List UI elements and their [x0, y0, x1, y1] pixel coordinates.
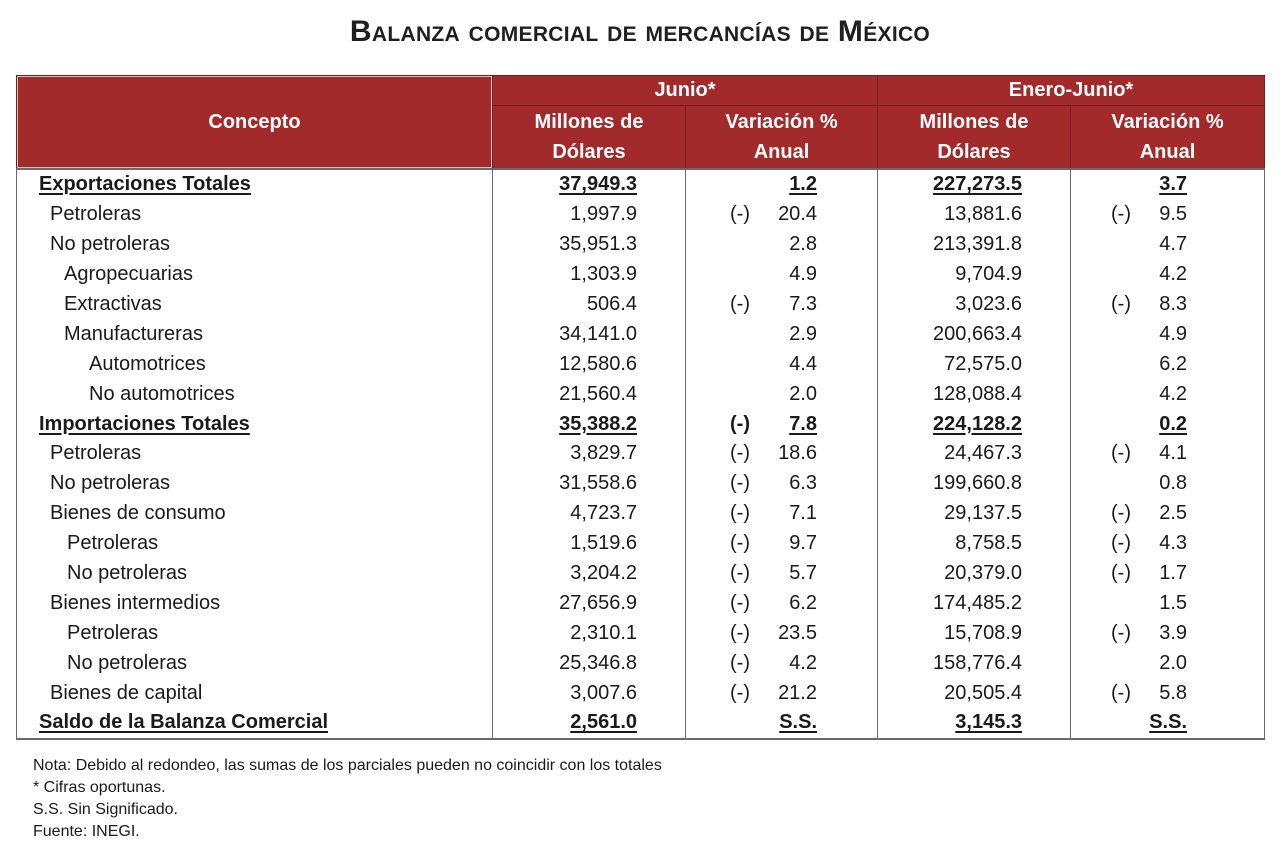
row-concepto	[17, 290, 493, 320]
row-enero-junio-var: S.S.	[1149, 711, 1188, 734]
row-enero-junio-millones	[878, 559, 1071, 589]
row-junio-value: 3,007.6	[570, 681, 637, 704]
table-header	[17, 76, 1265, 170]
row-enero-junio-value: 3,145.3	[955, 711, 1022, 734]
table-body	[17, 169, 1265, 739]
row-junio-value: 3,204.2	[570, 562, 637, 585]
row-junio-var: 4.2	[789, 651, 817, 674]
row-enero-junio-var: 0.2	[1159, 412, 1188, 435]
table-row	[17, 588, 1265, 618]
table-row	[17, 469, 1265, 499]
row-enero-junio-variacion	[1071, 469, 1265, 499]
table-row	[17, 379, 1265, 409]
row-enero-junio-variacion	[1071, 618, 1265, 648]
negative-sign: (-)	[730, 562, 750, 585]
row-enero-junio-value: 128,088.4	[933, 382, 1022, 405]
row-enero-junio-var: 1.5	[1159, 591, 1188, 614]
row-concepto	[17, 499, 493, 529]
row-junio-var: 7.8	[789, 412, 817, 435]
table-row	[17, 230, 1265, 260]
row-junio-value: 1,303.9	[570, 263, 637, 286]
row-enero-junio-millones	[878, 230, 1071, 260]
row-junio-value: 3,829.7	[570, 442, 637, 465]
row-enero-junio-millones	[878, 200, 1071, 230]
footnote-cifras: * Cifras oportunas.	[33, 779, 166, 796]
negative-sign: (-)	[730, 293, 750, 315]
row-enero-junio-var: 8.3	[1159, 293, 1188, 315]
table-row	[17, 708, 1265, 739]
row-junio-variacion	[686, 319, 878, 349]
row-enero-junio-millones	[878, 588, 1071, 618]
negative-sign: (-)	[730, 621, 750, 644]
row-junio-millones	[493, 409, 686, 439]
row-junio-millones	[493, 678, 686, 708]
row-junio-variacion	[686, 648, 878, 678]
table-row	[17, 648, 1265, 678]
negative-sign: (-)	[730, 502, 750, 525]
row-junio-millones	[493, 319, 686, 349]
header-variacion-line2: Anual	[753, 141, 810, 163]
row-enero-junio-var: 9.5	[1159, 203, 1188, 226]
row-junio-var: 6.2	[789, 591, 817, 614]
table-row	[17, 290, 1265, 320]
row-junio-millones	[493, 648, 686, 678]
row-enero-junio-millones	[878, 529, 1071, 559]
row-enero-junio-variacion	[1071, 708, 1265, 739]
row-junio-var: 5.7	[789, 562, 817, 585]
row-enero-junio-value: 199,660.8	[933, 472, 1022, 495]
row-enero-junio-value: 227,273.5	[933, 173, 1022, 196]
row-concepto	[17, 469, 493, 499]
header-group-enero-junio: Enero-Junio*	[878, 76, 1265, 106]
row-label: Petroleras	[50, 442, 142, 465]
row-concepto	[17, 230, 493, 260]
row-enero-junio-variacion	[1071, 290, 1265, 320]
header-variacion-line1: Variación %	[1111, 111, 1224, 133]
row-junio-variacion	[686, 169, 878, 200]
row-concepto	[17, 260, 493, 290]
row-junio-value: 31,558.6	[559, 472, 637, 495]
row-junio-variacion	[686, 499, 878, 529]
negative-sign: (-)	[730, 442, 750, 465]
row-label: Extractivas	[64, 293, 162, 315]
row-enero-junio-variacion	[1071, 379, 1265, 409]
row-junio-value: 35,388.2	[559, 412, 637, 435]
row-enero-junio-var: 3.9	[1159, 621, 1188, 644]
footnote-fuente: Fuente: INEGI.	[33, 823, 140, 840]
row-enero-junio-value: 15,708.9	[944, 621, 1022, 644]
row-enero-junio-var: 4.2	[1159, 382, 1188, 405]
row-label: Petroleras	[50, 203, 142, 226]
row-junio-value: 12,580.6	[559, 352, 637, 375]
row-enero-junio-var: 5.8	[1159, 681, 1188, 704]
row-enero-junio-var: 4.9	[1159, 322, 1188, 345]
row-concepto	[17, 588, 493, 618]
row-junio-millones	[493, 379, 686, 409]
negative-sign: (-)	[730, 681, 750, 704]
row-junio-value: 506.4	[586, 293, 637, 315]
header-junio-variacion	[686, 106, 878, 170]
row-enero-junio-value: 20,505.4	[944, 681, 1022, 704]
row-enero-junio-variacion	[1071, 559, 1265, 589]
row-enero-junio-millones	[878, 409, 1071, 439]
row-enero-junio-var: 0.8	[1159, 472, 1188, 495]
row-enero-junio-var: 4.3	[1159, 532, 1188, 555]
row-label: Bienes de consumo	[50, 502, 226, 525]
row-enero-junio-variacion	[1071, 319, 1265, 349]
row-label: Importaciones Totales	[39, 412, 250, 435]
row-junio-value: 2,310.1	[570, 621, 637, 644]
row-enero-junio-variacion	[1071, 499, 1265, 529]
table-row	[17, 260, 1265, 290]
row-enero-junio-value: 3,023.6	[955, 293, 1022, 315]
header-concepto: Concepto	[17, 76, 493, 170]
row-enero-junio-millones	[878, 349, 1071, 379]
row-junio-millones	[493, 708, 686, 739]
row-enero-junio-millones	[878, 379, 1071, 409]
row-enero-junio-variacion	[1071, 260, 1265, 290]
row-junio-var: 2.9	[789, 322, 817, 345]
row-junio-millones	[493, 290, 686, 320]
row-enero-junio-value: 20,379.0	[944, 562, 1022, 585]
row-concepto	[17, 708, 493, 739]
row-enero-junio-millones	[878, 499, 1071, 529]
row-enero-junio-value: 13,881.6	[944, 203, 1022, 226]
row-junio-var: 7.1	[789, 502, 817, 525]
row-junio-variacion	[686, 618, 878, 648]
row-label: Manufactureras	[64, 322, 203, 345]
row-enero-junio-var: 3.7	[1159, 173, 1188, 196]
row-concepto	[17, 349, 493, 379]
row-junio-value: 21,560.4	[559, 382, 637, 405]
table-row	[17, 349, 1265, 379]
row-junio-var: 4.4	[789, 352, 817, 375]
negative-sign: (-)	[730, 412, 750, 435]
footnotes	[33, 755, 662, 843]
row-junio-value: 1,519.6	[570, 532, 637, 555]
negative-sign: (-)	[730, 532, 750, 555]
row-enero-junio-millones	[878, 708, 1071, 739]
row-label: Agropecuarias	[64, 263, 193, 286]
table-row	[17, 409, 1265, 439]
header-enero-junio-millones	[878, 106, 1071, 170]
row-junio-var: 21.2	[778, 681, 817, 704]
row-concepto	[17, 169, 493, 200]
row-label: No petroleras	[50, 472, 171, 495]
table-row	[17, 499, 1265, 529]
row-enero-junio-millones	[878, 260, 1071, 290]
row-enero-junio-variacion	[1071, 169, 1265, 200]
row-enero-junio-value: 200,663.4	[933, 322, 1022, 345]
header-millones-line2: Dólares	[937, 141, 1011, 163]
row-junio-millones	[493, 559, 686, 589]
row-junio-variacion	[686, 260, 878, 290]
header-variacion-line1: Variación %	[725, 111, 838, 133]
table-row	[17, 439, 1265, 469]
row-concepto	[17, 319, 493, 349]
row-junio-millones	[493, 349, 686, 379]
negative-sign: (-)	[1111, 442, 1131, 465]
row-junio-value: 25,346.8	[559, 651, 637, 674]
row-enero-junio-millones	[878, 169, 1071, 200]
row-junio-value: 34,141.0	[559, 322, 637, 345]
row-concepto	[17, 678, 493, 708]
row-enero-junio-variacion	[1071, 200, 1265, 230]
row-concepto	[17, 379, 493, 409]
negative-sign: (-)	[1111, 293, 1131, 315]
header-junio-millones	[493, 106, 686, 170]
table-row	[17, 169, 1265, 200]
row-junio-millones	[493, 618, 686, 648]
row-junio-value: 2,561.0	[570, 711, 637, 734]
header-millones-line2: Dólares	[552, 141, 626, 163]
row-junio-value: 4,723.7	[570, 502, 637, 525]
row-junio-variacion	[686, 469, 878, 499]
row-enero-junio-variacion	[1071, 588, 1265, 618]
footnote-ss: S.S. Sin Significado.	[33, 801, 178, 818]
row-junio-millones	[493, 469, 686, 499]
row-enero-junio-millones	[878, 290, 1071, 320]
row-enero-junio-millones	[878, 439, 1071, 469]
row-junio-var: 4.9	[789, 263, 817, 286]
negative-sign: (-)	[1111, 621, 1131, 644]
row-enero-junio-var: 2.0	[1159, 651, 1188, 674]
row-junio-var: 1.2	[789, 173, 817, 196]
row-enero-junio-value: 213,391.8	[933, 233, 1022, 256]
row-label: No petroleras	[67, 562, 188, 585]
row-junio-millones	[493, 169, 686, 200]
row-enero-junio-millones	[878, 648, 1071, 678]
row-enero-junio-value: 9,704.9	[955, 263, 1022, 286]
row-junio-value: 35,951.3	[559, 233, 637, 256]
row-enero-junio-value: 8,758.5	[955, 532, 1022, 555]
row-concepto	[17, 648, 493, 678]
table-row	[17, 678, 1265, 708]
row-junio-variacion	[686, 349, 878, 379]
row-junio-var: 6.3	[789, 472, 817, 495]
row-enero-junio-value: 224,128.2	[933, 412, 1022, 435]
row-label: Bienes de capital	[50, 681, 203, 704]
row-junio-value: 27,656.9	[559, 591, 637, 614]
row-concepto	[17, 200, 493, 230]
row-concepto	[17, 439, 493, 469]
header-millones-line1: Millones de	[534, 111, 644, 133]
row-junio-variacion	[686, 529, 878, 559]
row-junio-variacion	[686, 290, 878, 320]
footnote-nota: Nota: Debido al redondeo, las sumas de los parciales pueden no coincidir con los totales	[33, 757, 662, 774]
row-junio-variacion	[686, 409, 878, 439]
row-label: Bienes intermedios	[50, 591, 221, 614]
row-enero-junio-variacion	[1071, 230, 1265, 260]
header-variacion-line2: Anual	[1139, 141, 1196, 163]
row-junio-variacion	[686, 379, 878, 409]
row-junio-variacion	[686, 230, 878, 260]
row-enero-junio-value: 158,776.4	[933, 651, 1022, 674]
row-junio-var: 18.6	[778, 442, 817, 465]
row-junio-variacion	[686, 588, 878, 618]
negative-sign: (-)	[730, 591, 750, 614]
row-concepto	[17, 529, 493, 559]
row-label: Petroleras	[67, 621, 159, 644]
negative-sign: (-)	[730, 203, 750, 226]
table-row	[17, 529, 1265, 559]
row-enero-junio-variacion	[1071, 349, 1265, 379]
row-junio-millones	[493, 529, 686, 559]
row-enero-junio-variacion	[1071, 648, 1265, 678]
row-junio-var: 2.8	[789, 233, 817, 256]
row-label: Exportaciones Totales	[39, 173, 251, 196]
row-concepto	[17, 559, 493, 589]
table-row	[17, 559, 1265, 589]
row-junio-variacion	[686, 708, 878, 739]
negative-sign: (-)	[1111, 562, 1131, 585]
row-junio-millones	[493, 499, 686, 529]
row-label: No petroleras	[67, 651, 188, 674]
row-enero-junio-variacion	[1071, 529, 1265, 559]
negative-sign: (-)	[1111, 203, 1131, 226]
row-enero-junio-var: 6.2	[1159, 352, 1188, 375]
row-label: No automotrices	[89, 382, 235, 405]
row-junio-variacion	[686, 200, 878, 230]
negative-sign: (-)	[730, 472, 750, 495]
negative-sign: (-)	[1111, 681, 1131, 704]
row-enero-junio-value: 24,467.3	[944, 442, 1022, 465]
row-enero-junio-millones	[878, 469, 1071, 499]
table-row	[17, 319, 1265, 349]
row-label: Automotrices	[89, 352, 206, 375]
row-enero-junio-var: 4.2	[1159, 263, 1188, 286]
header-group-junio: Junio*	[493, 76, 878, 106]
row-enero-junio-var: 2.5	[1159, 502, 1188, 525]
row-junio-value: 37,949.3	[559, 173, 637, 196]
row-junio-millones	[493, 260, 686, 290]
row-label: No petroleras	[50, 233, 171, 256]
row-enero-junio-var: 1.7	[1159, 562, 1188, 585]
row-junio-var: 9.7	[789, 532, 817, 555]
row-junio-var: 2.0	[789, 382, 817, 405]
row-junio-variacion	[686, 678, 878, 708]
negative-sign: (-)	[730, 651, 750, 674]
row-junio-variacion	[686, 559, 878, 589]
row-enero-junio-millones	[878, 319, 1071, 349]
row-enero-junio-var: 4.7	[1159, 233, 1188, 256]
row-enero-junio-value: 72,575.0	[944, 352, 1022, 375]
row-junio-variacion	[686, 439, 878, 469]
row-junio-var: 23.5	[778, 621, 817, 644]
row-enero-junio-value: 174,485.2	[933, 591, 1022, 614]
row-enero-junio-value: 29,137.5	[944, 502, 1022, 525]
row-concepto	[17, 618, 493, 648]
trade-balance-table	[16, 75, 1265, 740]
header-millones-line1: Millones de	[919, 111, 1029, 133]
row-junio-millones	[493, 200, 686, 230]
row-junio-var: S.S.	[779, 711, 817, 734]
row-junio-var: 20.4	[778, 203, 817, 226]
negative-sign: (-)	[1111, 502, 1131, 525]
table-row	[17, 618, 1265, 648]
row-junio-millones	[493, 439, 686, 469]
negative-sign: (-)	[1111, 532, 1131, 555]
row-enero-junio-var: 4.1	[1159, 442, 1188, 465]
row-enero-junio-variacion	[1071, 439, 1265, 469]
row-junio-var: 7.3	[789, 293, 817, 315]
row-junio-value: 1,997.9	[570, 203, 637, 226]
page-title: Balanza comercial de mercancías de México	[349, 15, 931, 48]
row-label: Petroleras	[67, 532, 159, 555]
row-enero-junio-variacion	[1071, 409, 1265, 439]
row-enero-junio-millones	[878, 618, 1071, 648]
row-junio-millones	[493, 588, 686, 618]
header-enero-junio-variacion	[1071, 106, 1265, 170]
row-enero-junio-variacion	[1071, 678, 1265, 708]
table-row	[17, 200, 1265, 230]
row-enero-junio-millones	[878, 678, 1071, 708]
row-concepto	[17, 409, 493, 439]
row-junio-millones	[493, 230, 686, 260]
row-label: Saldo de la Balanza Comercial	[39, 711, 328, 734]
